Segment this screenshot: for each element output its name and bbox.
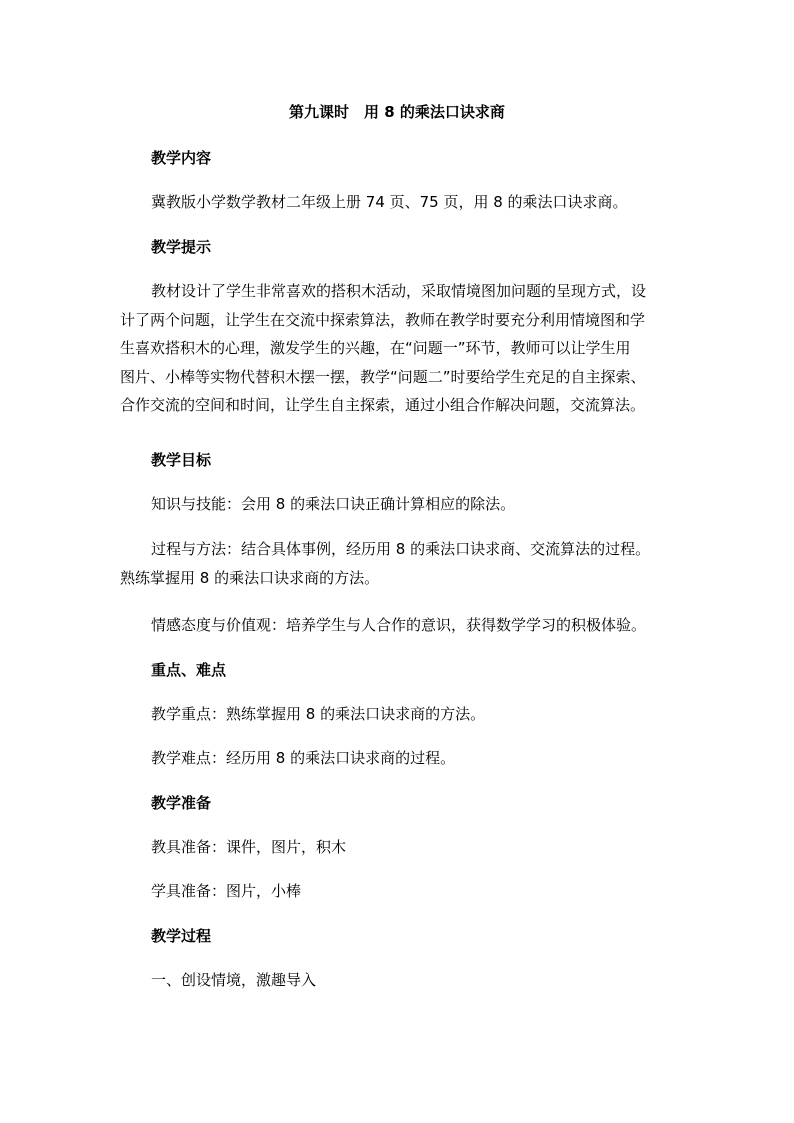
teaching-content-text: 冀教版小学数学教材二年级上册 74 页、75 页，用 8 的乘法口诀求商。 — [151, 193, 628, 211]
preparation-teacher-text: 教具准备：课件，图片，积木 — [151, 838, 347, 856]
teaching-tips-line: 合作交流的空间和时间，让学生自主探索，通过小组合作解决问题，交流算法。 — [120, 396, 646, 414]
teaching-tips-line: 计了两个问题，让学生在交流中探索算法，教师在教学时要充分利用情境图和学 — [120, 310, 646, 329]
goal-process-paragraph — [120, 535, 680, 592]
heading-preparation: 教学准备 — [151, 794, 212, 812]
goal-knowledge-text: 知识与技能：会用 8 的乘法口诀正确计算相应的除法。 — [151, 495, 516, 513]
preparation-student-text: 学具准备：图片，小棒 — [151, 882, 302, 900]
teaching-tips-line: 图片、小棒等实物代替积木摆一摆，教学“问题二”时要给学生充足的自主探索、 — [120, 367, 646, 386]
heading-teaching-tips: 教学提示 — [151, 238, 212, 256]
goal-process-line: 过程与方法：结合具体事例，经历用 8 的乘法口诀求商、交流算法的过程。 — [151, 540, 651, 558]
teaching-tips-line: 生喜欢搭积木的心理，激发学生的兴趣，在“问题一”环节，教师可以让学生用 — [120, 339, 631, 357]
document-title: 第九课时 用 8 的乘法口诀求商 — [289, 103, 505, 121]
heading-teaching-content: 教学内容 — [151, 149, 212, 167]
process-step-1-text: 一、创设情境，激趣导入 — [151, 971, 317, 989]
heading-teaching-goals: 教学目标 — [151, 451, 212, 469]
goal-process-line: 熟练掌握用 8 的乘法口诀求商的方法。 — [120, 568, 380, 587]
key-focus-text: 教学重点：熟练掌握用 8 的乘法口诀求商的方法。 — [151, 705, 486, 723]
heading-teaching-process: 教学过程 — [151, 927, 212, 945]
key-difficulty-text: 教学难点：经历用 8 的乘法口诀求商的过程。 — [151, 749, 456, 767]
heading-key-points: 重点、难点 — [151, 661, 227, 679]
goal-emotion-text: 情感态度与价值观：培养学生与人合作的意识，获得数学学习的积极体验。 — [151, 616, 647, 634]
teaching-tips-paragraph — [120, 277, 680, 420]
teaching-tips-line: 教材设计了学生非常喜欢的搭积木活动，采取情境图加问题的呈现方式，设 — [151, 282, 647, 300]
